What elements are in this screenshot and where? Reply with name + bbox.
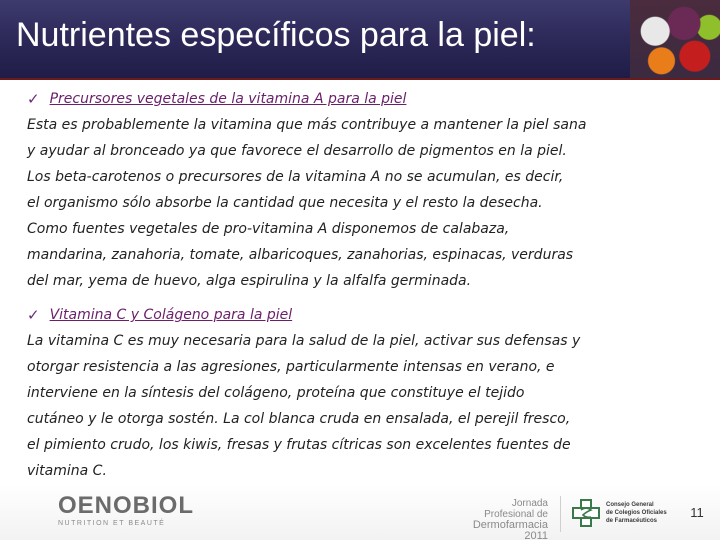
paragraph-line: Como fuentes vegetales de pro-vitamina A disponemos de calabaza, [27,221,510,237]
event-line: Jornada [511,498,548,509]
paragraph-line: vitamina C. [27,463,107,479]
pharmacy-cross-icon [571,498,601,528]
slide-body [27,86,707,484]
event-line: Profesional de [484,509,548,520]
page-number: 11 [690,505,704,520]
paragraph-line: del mar, yema de huevo, alga espirulina y la alfalfa germinada. [27,273,472,289]
section-heading-text: Vitamina C y Colágeno para la piel [49,307,293,323]
section-heading-vitamin-c [27,302,707,328]
paragraph-line: cutáneo y le otorga sostén. La col blanca cruda en ensalada, el perejil fresco, [27,411,571,427]
footer [0,484,720,540]
checkmark-icon: ✓ [27,90,40,108]
council-line: de Farmacéuticos [606,518,658,524]
council-label [606,501,667,525]
paragraph-line: el pimiento crudo, los kiwis, fresas y frutas cítricas son excelentes fuentes de [27,437,571,453]
checkmark-icon: ✓ [27,306,40,324]
event-line: Dermofarmacia 2011 [472,519,548,542]
section-heading-text: Precursores vegetales de la vitamina A para la piel [49,91,407,107]
title-bar [0,0,720,80]
oenobiol-tagline: NUTRITION ET BEAUTÉ [58,520,166,527]
paragraph-line: y ayudar al bronceado ya que favorece el desarrollo de pigmentos en la piel. [27,143,567,159]
section-heading-vitamin-a [27,86,707,112]
oenobiol-logo: OENOBIOL [58,492,195,519]
paragraph-line: Esta es probablemente la vitamina que más contribuye a mantener la piel sana [27,117,587,133]
paragraph-line: otorgar resistencia a las agresiones, particularmente intensas en verano, e [27,359,555,375]
paragraph-line: mandarina, zanahoria, tomate, albaricoques, zanahorias, espinacas, verduras [27,247,574,263]
paragraph-line: La vitamina C es muy necesaria para la salud de la piel, activar sus defensas y [27,333,581,349]
footer-divider [560,496,561,532]
fruit-image [630,0,720,78]
paragraph-line: interviene en la síntesis del colágeno, proteína que constituye el tejido [27,385,525,401]
paragraph-line: el organismo sólo absorbe la cantidad que necesita y el resto la desecha. [27,195,543,211]
council-line: de Colegios Oficiales [606,510,667,516]
council-line: Consejo General [606,502,654,508]
event-label [448,498,548,542]
paragraph-line: Los beta-carotenos o precursores de la vitamina A no se acumulan, es decir, [27,169,564,185]
slide-title: Nutrientes específicos para la piel: [16,16,536,54]
